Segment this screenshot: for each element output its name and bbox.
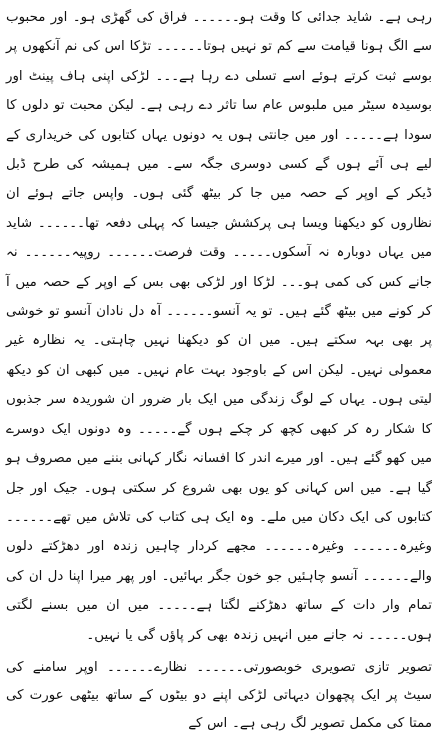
- body-paragraph-2: تصویر تازی تصویری خوبصورتی۔۔۔۔۔۔ نظارے۔۔۔۔۔۔ اوپر سامنے کی سیٹ پر ایک پچھوان دیہاتی لڑکی اپنے دو بیٹوں کے ساتھ بیٹھی عورت کی ممتا کی مکمل تصویر لگ رہی ہے۔ اس کے: [6, 659, 432, 731]
- body-paragraph-1: رہی ہے۔ شاید جدائی کا وقت ہو۔۔۔۔۔۔ فراق کی گھڑی ہو۔ اور محبوب سے الگ ہونا قیامت سے کم تو نہیں ہوتا۔۔۔۔۔۔ تڑکا اس کی نم آنکھوں پر بوسے ثبت کرتے ہوئے اسے تسلی دے رہا ہے۔۔۔ لڑکی اپنی ہاف پینٹ اور بوسیدہ سیٹر میں ملبوس عام سا تاثر دے رہی ہے۔ لیکن محبت تو دلوں کا سودا ہے۔۔۔۔۔ اور میں جانتی ہوں یہ دونوں یہاں کتابوں کی خریداری کے لیے ہی آئے ہوں گے کسی دوسری جگہ سے۔ میں ہمیشہ کی طرح ڈبل ڈیکر کے اوپر کے حصہ میں جا کر بیٹھ گئی ہوں۔ واپس جاتے ہوئے ان نظاروں کو دیکھنا ویسا ہی پرکشش جیسا کہ پہلی دفعہ تھا۔۔۔۔۔۔ شاید میں یہاں دوبارہ نہ آسکوں۔۔۔۔۔ وقت فرصت۔۔۔۔۔۔ روپیہ۔۔۔۔۔۔ نہ جانے کس کی کمی ہو۔۔۔ لڑکا اور لڑکی بھی بس کے اوپر کے حصہ میں آ کر کونے میں بیٹھ گئے ہیں۔ تو یہ آنسو۔۔۔۔۔۔ آہ دل نادان آنسو تو خوشی پر بھی بہہ سکتے ہیں۔ میں ان کو دیکھنا نہیں چاہتی۔ یہ نظارہ غیر معمولی نہیں۔ لیکن اس کے باوجود بہت عام نہیں۔ میں کبھی ان کو دیکھ لیتی ہوں۔ یہاں کے لوگ زندگی میں ایک بار ضرور ان شوریدہ سر جذبوں کا شکار رہ کر کبھی کچھ کر چکے ہوں گے۔۔۔۔۔ وہ دونوں ایک دوسرے میں کھو گئے ہیں۔ اور میرے اندر کا افسانہ نگار کہانی بننے میں مصروف ہو گیا ہے۔ میں اس کہانی کو یوں بھی شروع کر سکتی ہوں۔ جیک اور جل کتابوں کی ایک دکان میں ملے۔ وہ ایک ہی کتاب کی تلاش میں تھے۔۔۔۔۔۔ وغیرہ۔۔۔۔۔۔ وغیرہ۔۔۔۔۔۔ مجھے کردار چاہیں زندہ اور دھڑکتے دلوں والے۔۔۔۔۔۔ آنسو چاہئیں جو خون جگر بہائیں۔ اور پھر میرا اپنا دل ان کی تمام وار دات کے ساتھ دھڑکنے لگتا ہے۔۔۔۔۔ میں ان میں بسنے لگتی ہوں۔۔۔۔۔ نہ جانے میں انہیں زندہ بھی کر پاؤں گی یا نہیں۔: [6, 10, 432, 643]
